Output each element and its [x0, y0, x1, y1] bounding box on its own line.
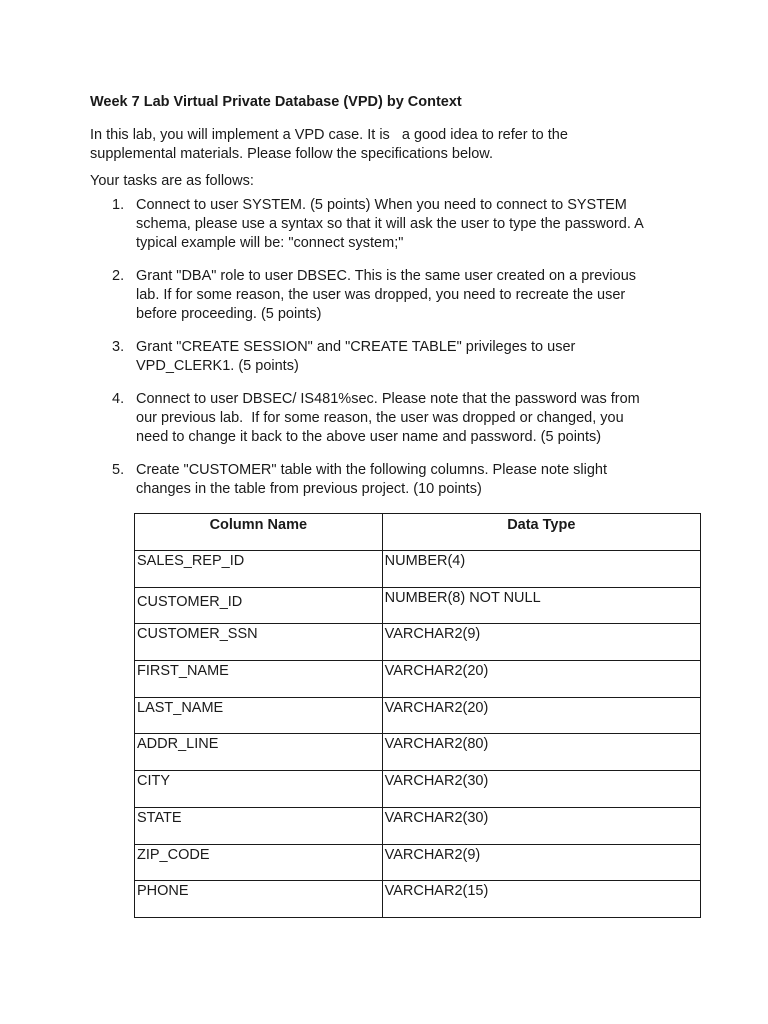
table-cell: PHONE	[135, 881, 383, 918]
task-number: 4.	[112, 391, 125, 407]
task-line: schema, please use a syntax so that it will ask the user to type the password. A	[136, 216, 644, 232]
table-cell: STATE	[135, 807, 383, 844]
task-text	[136, 196, 696, 253]
table-cell: CUSTOMER_SSN	[135, 624, 383, 661]
intro-paragraph	[90, 126, 690, 164]
task-line: VPD_CLERK1. (5 points)	[136, 358, 299, 374]
table-cell: VARCHAR2(20)	[382, 661, 700, 698]
table-row	[135, 734, 701, 771]
table-cell: VARCHAR2(15)	[382, 881, 700, 918]
task-line: changes in the table from previous project. (10 points)	[136, 481, 482, 497]
task-line: typical example will be: "connect system;"	[136, 235, 404, 251]
table-row	[135, 881, 701, 918]
table-cell: VARCHAR2(20)	[382, 697, 700, 734]
task-line: before proceeding. (5 points)	[136, 306, 322, 322]
table-cell: VARCHAR2(30)	[382, 771, 700, 808]
table-cell: CUSTOMER_ID	[135, 587, 383, 624]
table-row	[135, 587, 701, 624]
page-title: Week 7 Lab Virtual Private Database (VPD) by Context	[90, 94, 462, 110]
table-row	[135, 551, 701, 588]
table-cell: CITY	[135, 771, 383, 808]
table-row	[135, 844, 701, 881]
table-cell: LAST_NAME	[135, 697, 383, 734]
table-cell: VARCHAR2(30)	[382, 807, 700, 844]
task-line: our previous lab. If for some reason, the user was dropped or changed, you	[136, 410, 624, 426]
task-line: Create "CUSTOMER" table with the following columns. Please note slight	[136, 462, 608, 478]
table-cell: VARCHAR2(9)	[382, 624, 700, 661]
task-number: 5.	[112, 462, 125, 478]
task-line: Connect to user DBSEC/ IS481%sec. Please note that the password was from	[136, 391, 640, 407]
tasks-intro: Your tasks are as follows:	[90, 173, 254, 189]
table-cell: FIRST_NAME	[135, 661, 383, 698]
customer-columns-table	[134, 513, 701, 918]
task-line: need to change it back to the above user name and password. (5 points)	[136, 429, 602, 445]
table-row	[135, 697, 701, 734]
table-cell: VARCHAR2(80)	[382, 734, 700, 771]
table-cell: NUMBER(4)	[382, 551, 700, 588]
task-line: Connect to user SYSTEM. (5 points) When you need to connect to SYSTEM	[136, 197, 627, 213]
table-row	[135, 771, 701, 808]
task-number: 3.	[112, 339, 125, 355]
task-text	[136, 267, 696, 324]
table-cell: VARCHAR2(9)	[382, 844, 700, 881]
task-line: lab. If for some reason, the user was dropped, you need to recreate the user	[136, 287, 626, 303]
table-header-row	[135, 514, 701, 551]
task-text	[136, 461, 696, 499]
column-header: Data Type	[382, 514, 700, 551]
task-number: 2.	[112, 268, 125, 284]
table-row	[135, 624, 701, 661]
table-cell: SALES_REP_ID	[135, 551, 383, 588]
intro-line: In this lab, you will implement a VPD case. It is a good idea to refer to the	[90, 127, 568, 143]
table-cell: ADDR_LINE	[135, 734, 383, 771]
table-row	[135, 807, 701, 844]
task-number: 1.	[112, 197, 125, 213]
task-line: Grant "DBA" role to user DBSEC. This is the same user created on a previous	[136, 268, 637, 284]
table-cell: ZIP_CODE	[135, 844, 383, 881]
task-text	[136, 338, 696, 376]
task-text	[136, 390, 696, 447]
table-cell: NUMBER(8) NOT NULL	[382, 587, 700, 624]
intro-line: supplemental materials. Please follow the specifications below.	[90, 146, 493, 162]
task-line: Grant "CREATE SESSION" and "CREATE TABLE" privileges to user	[136, 339, 576, 355]
column-header: Column Name	[135, 514, 383, 551]
table-row	[135, 661, 701, 698]
